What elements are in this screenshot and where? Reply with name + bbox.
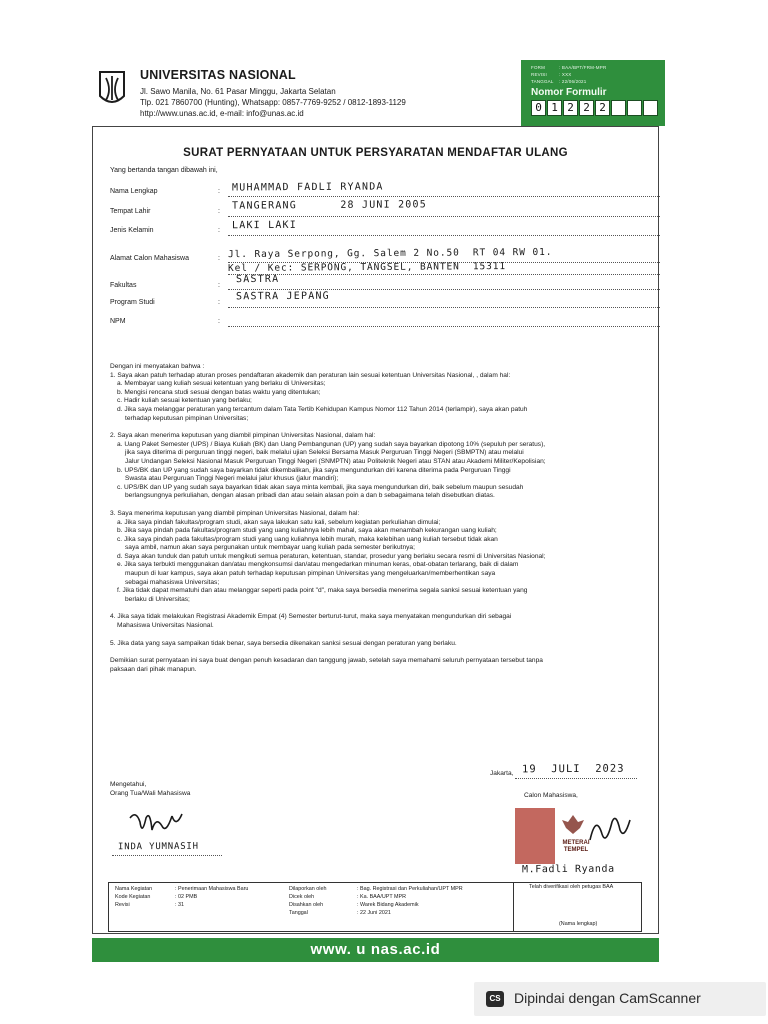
footer-url-bar: [92, 938, 659, 962]
statement-4: 4. Jika saya tidak melakukan Registrasi Akademik Empat (4) Semester berturut-turut, maka saya menyatakan mengundurkan diri sebagai: [110, 613, 512, 621]
field-line: [228, 196, 660, 197]
statement-3f: f. Jika tidak dapat mematuhi dan atau melanggar seperti pada point "d", maka saya bersedia menerima segala sanksi sesuai ketentuan yang: [117, 587, 528, 595]
field-value-fakultas: SASTRA: [235, 273, 280, 286]
parent-signature-block: [110, 780, 190, 798]
footer-value: : 02 PMB: [175, 894, 198, 900]
footer-label: Tanggal: [289, 910, 308, 916]
statement-3e-cont: sebagai mahasiswa Universitas;: [125, 578, 220, 586]
field-colon: :: [218, 255, 220, 262]
footer-label: Nama Kegiatan: [115, 886, 153, 892]
field-value-nama: MUHAMMAD FADLI RYANDA: [231, 181, 384, 194]
footer-value: : Bag. Registrasi dan Perkuliahan/UPT MPR: [357, 886, 463, 892]
field-label-alamat: Alamat Calon Mahasiswa: [110, 255, 189, 262]
nomor-formulir-label: Nomor Formulir: [531, 87, 607, 98]
field-colon: :: [218, 282, 220, 289]
form-meta-row: TANGGAL : 22/06/2021: [531, 79, 587, 84]
verification-label: Telah diverifikasi oleh petugas BAA: [529, 884, 614, 890]
digit-box: [627, 100, 642, 116]
statement-3a: a. Jika saya pindah fakultas/program studi, akan saya lakukan satu kali, sebelum kegiatan perkuliahan dimulai;: [117, 518, 441, 526]
digit-box: 2: [563, 100, 578, 116]
garuda-emblem-icon: [560, 812, 586, 838]
field-colon: :: [218, 318, 220, 325]
field-value-alamat-2: Kel / Kec: SERPONG, TANGSEL, BANTEN 15311: [227, 261, 507, 274]
form-number-box: [521, 60, 665, 126]
student-name: M.Fadli Ryanda: [521, 863, 615, 876]
sign-date: 19 JULI 2023: [521, 762, 625, 776]
footer-value: : Penerimaan Mahasiswa Baru: [175, 886, 249, 892]
field-value-prodi: SASTRA JEPANG: [235, 290, 330, 303]
student-signature: [584, 810, 634, 855]
field-value-tempat-lahir: TANGERANG 28 JUNI 2005: [231, 199, 428, 212]
field-colon: :: [218, 227, 220, 234]
parent-name: INDA YUMNASIH: [117, 841, 199, 853]
footer-label: Dicek oleh: [289, 894, 315, 900]
date-line: [515, 778, 637, 779]
statement-opening: Dengan ini menyatakan bahwa :: [110, 363, 205, 370]
university-phone: Tlp. 021 7860700 (Hunting), Whatsapp: 0857-7769-9252 / 0812-1893-1129: [140, 98, 406, 107]
university-web: http://www.unas.ac.id, e-mail: info@unas.ac.id: [140, 109, 304, 118]
statement-3: 3. Saya menerima keputusan yang diambil pimpinan Universitas Nasional, dalam hal:: [110, 509, 360, 517]
camscanner-watermark: [474, 982, 766, 1016]
field-line: [228, 216, 660, 217]
university-name: UNIVERSITAS NASIONAL: [140, 68, 296, 82]
digit-box: [643, 100, 658, 116]
orangtua-label: Orang Tua/Wali Mahasiswa: [110, 790, 191, 797]
statement-3c-cont: saya ambil, namun akan saya pergunakan untuk membayar uang kuliah pada semester berikutnya;: [125, 544, 415, 552]
closing-statement: Demikian surat pernyataan ini saya buat dengan penuh kesadaran dan tanggung jawab, setelah saya memahami seluruh pernyataan tersebut tanpa: [110, 657, 543, 665]
statement-2b-cont: Swasta atau Perguruan Tinggi Negeri melalui jalur khusus (jalur mandiri);: [125, 475, 339, 483]
footer-divider: [513, 883, 514, 931]
statement-3e: e. Jika saya terbukti menggunakan dan/atau mengkonsumsi dan/atau mengedarkan minuman keras, obat-obatan terlarang, baik di dalam: [117, 561, 519, 569]
field-label-jenis-kelamin: Jenis Kelamin: [110, 227, 154, 234]
statement-2b: b. UPS/BK dan UP yang sudah saya bayarkan tidak dikembalikan, jika saya mengundurkan diri karena diterima pada Perguruan Tinggi: [117, 466, 511, 474]
digit-box: [611, 100, 626, 116]
field-label-nama: Nama Lengkap: [110, 188, 158, 195]
statement-2: 2. Saya akan menerima keputusan yang diambil pimpinan Universitas Nasional, dalam hal:: [110, 432, 376, 440]
university-logo: [96, 70, 128, 110]
footer-url: www. u nas.ac.id: [310, 941, 441, 958]
statement-4-cont: Mahasiswa Universitas Nasional.: [117, 622, 214, 630]
statement-3e-cont: maupun di luar kampus, saya akan patuh terhadap keputusan pimpinan Universitas yang mengeluarkan/memberhentikan saya: [125, 570, 496, 578]
statement-3f-cont: berlaku di Universitas;: [125, 595, 190, 603]
statement-3b: b. Jika saya pindah pada fakultas/program studi yang uang kuliahnya lebih mahal, saya akan menambah kekurangan uang kuliah;: [117, 527, 497, 535]
footer-label: Kode Kegiatan: [115, 894, 151, 900]
digit-box: 2: [579, 100, 594, 116]
digit-box: 0: [531, 100, 546, 116]
statement-2c: c. UPS/BK dan UP yang sudah saya bayarkan tidak akan saya minta kembali, jika saya mengundurkan diri, baik sebelum maupun sesudah: [117, 483, 524, 491]
jakarta-label: Jakarta,: [490, 770, 514, 777]
camscanner-logo-icon: CS: [486, 991, 504, 1007]
footer-value: : 22 Juni 2021: [357, 910, 391, 916]
statement-body: [110, 363, 645, 674]
intro-text: Yang bertanda tangan dibawah ini,: [110, 167, 218, 174]
footer-label: Dilaporkan oleh: [289, 886, 327, 892]
field-colon: :: [218, 299, 220, 306]
statement-1d: d. Jika saya melanggar peraturan yang tercantum dalam Tata Tertib Kehidupan Kampus Nomor 112 Tahun 2014 (terlampir), saya akan patuh: [117, 405, 528, 413]
parent-name-line: [112, 855, 222, 856]
field-line: [228, 326, 660, 327]
statement-3c: c. Jika saya pindah pada fakultas/program studi yang uang kuliahnya lebih murah, maka kelebihan uang kuliah tersebut tidak akan: [117, 535, 498, 543]
statement-2c-cont: berlangsungnya perkuliahan, dengan alasan pribadi dan atau selain alasan poin a dan b sebagaimana telah disebutkan diatas.: [125, 492, 495, 500]
statement-2a-cont: jika saya diterima di perguruan tinggi negeri, baik melalui ujian Seleksi Bersama Masuk Perguruan Tinggi Negeri (SBMPTN) atau melalui: [125, 449, 524, 457]
statement-1c: c. Hadir kuliah sesuai ketentuan yang berlaku;: [117, 397, 252, 405]
field-label-prodi: Program Studi: [110, 299, 155, 306]
field-line: [228, 289, 660, 290]
footer-value: : 31: [175, 902, 184, 908]
calon-mahasiswa-label: Calon Mahasiswa,: [524, 792, 578, 799]
field-label-tempat-lahir: Tempat Lahir: [110, 208, 151, 215]
form-meta-row: FORM : BAA/BPT/FRM-MPR: [531, 65, 607, 70]
field-line: [228, 235, 660, 236]
digit-box: 2: [595, 100, 610, 116]
field-line: [228, 307, 660, 308]
university-address: Jl. Sawo Manila, No. 61 Pasar Minggu, Jakarta Selatan: [140, 87, 336, 96]
document-title: SURAT PERNYATAAN UNTUK PERSYARATAN MENDAFTAR ULANG: [183, 147, 568, 159]
closing-statement-cont: paksaan dari pihak manapun.: [110, 665, 197, 673]
form-meta-row: REVISI : XXX: [531, 72, 572, 77]
field-label-npm: NPM: [110, 318, 126, 325]
footer-value: : Warek Bidang Akademik: [357, 902, 419, 908]
mengetahui-label: Mengetahui,: [110, 781, 147, 788]
statement-2a-cont: Jalur Undangan Seleksi Nasional Masuk Perguruan Tinggi Negeri (SNMPTN) atau Politeknik Negeri atau STAN atau Akademi Militer/Kepolisian;: [125, 457, 546, 465]
footer-label: Disahkan oleh: [289, 902, 324, 908]
statement-5: 5. Jika data yang saya sampaikan tidak benar, saya bersedia dikenakan sanksi sesuai dengan peraturan yang berlaku.: [110, 639, 457, 647]
statement-1: 1. Saya akan patuh terhadap aturan proses pendaftaran akademik dan peraturan lain sesuai ketentuan Universitas Nasional, , dalam hal:: [110, 371, 511, 379]
footer-table: [108, 882, 642, 932]
statement-1d-cont: terhadap keputusan pimpinan Universitas;: [125, 414, 249, 422]
statement-2a: a. Uang Paket Semester (UPS) / Biaya Kuliah (BK) dan Uang Pembangunan (UP) yang sudah saya bayarkan dipotong 10% (sepuluh per seratus),: [117, 440, 546, 448]
footer-value: : Ka. BAA/UPT MPR: [357, 894, 407, 900]
camscanner-text: Dipindai dengan CamScanner: [514, 990, 701, 1006]
nama-lengkap-label: (Nama lengkap): [559, 921, 598, 927]
field-colon: :: [218, 208, 220, 215]
statement-1b: b. Mengisi rencana studi sesuai dengan batas waktu yang ditentukan;: [117, 388, 321, 396]
footer-label: Revisi: [115, 902, 130, 908]
digit-box: 1: [547, 100, 562, 116]
meterai-text: METERAI TEMPEL: [562, 840, 590, 853]
field-value-jenis-kelamin: LAKI LAKI: [231, 219, 298, 232]
statement-3d: d. Saya akan tunduk dan patuh untuk mengikuti semua peraturan, ketentuan, standar, prosedur yang berlaku secara resmi di Universitas Nasional;: [117, 552, 546, 560]
nomor-formulir-digits: [531, 100, 659, 116]
field-line: [228, 274, 660, 275]
statement-1a: a. Membayar uang kuliah sesuai ketentuan yang berlaku di Universitas;: [117, 380, 326, 388]
meterai-stamp: [515, 808, 555, 864]
field-value-alamat-1: Jl. Raya Serpong, Gg. Salem 2 No.50 RT 04 RW 01.: [227, 246, 553, 261]
field-label-fakultas: Fakultas: [110, 282, 137, 289]
field-colon: :: [218, 188, 220, 195]
